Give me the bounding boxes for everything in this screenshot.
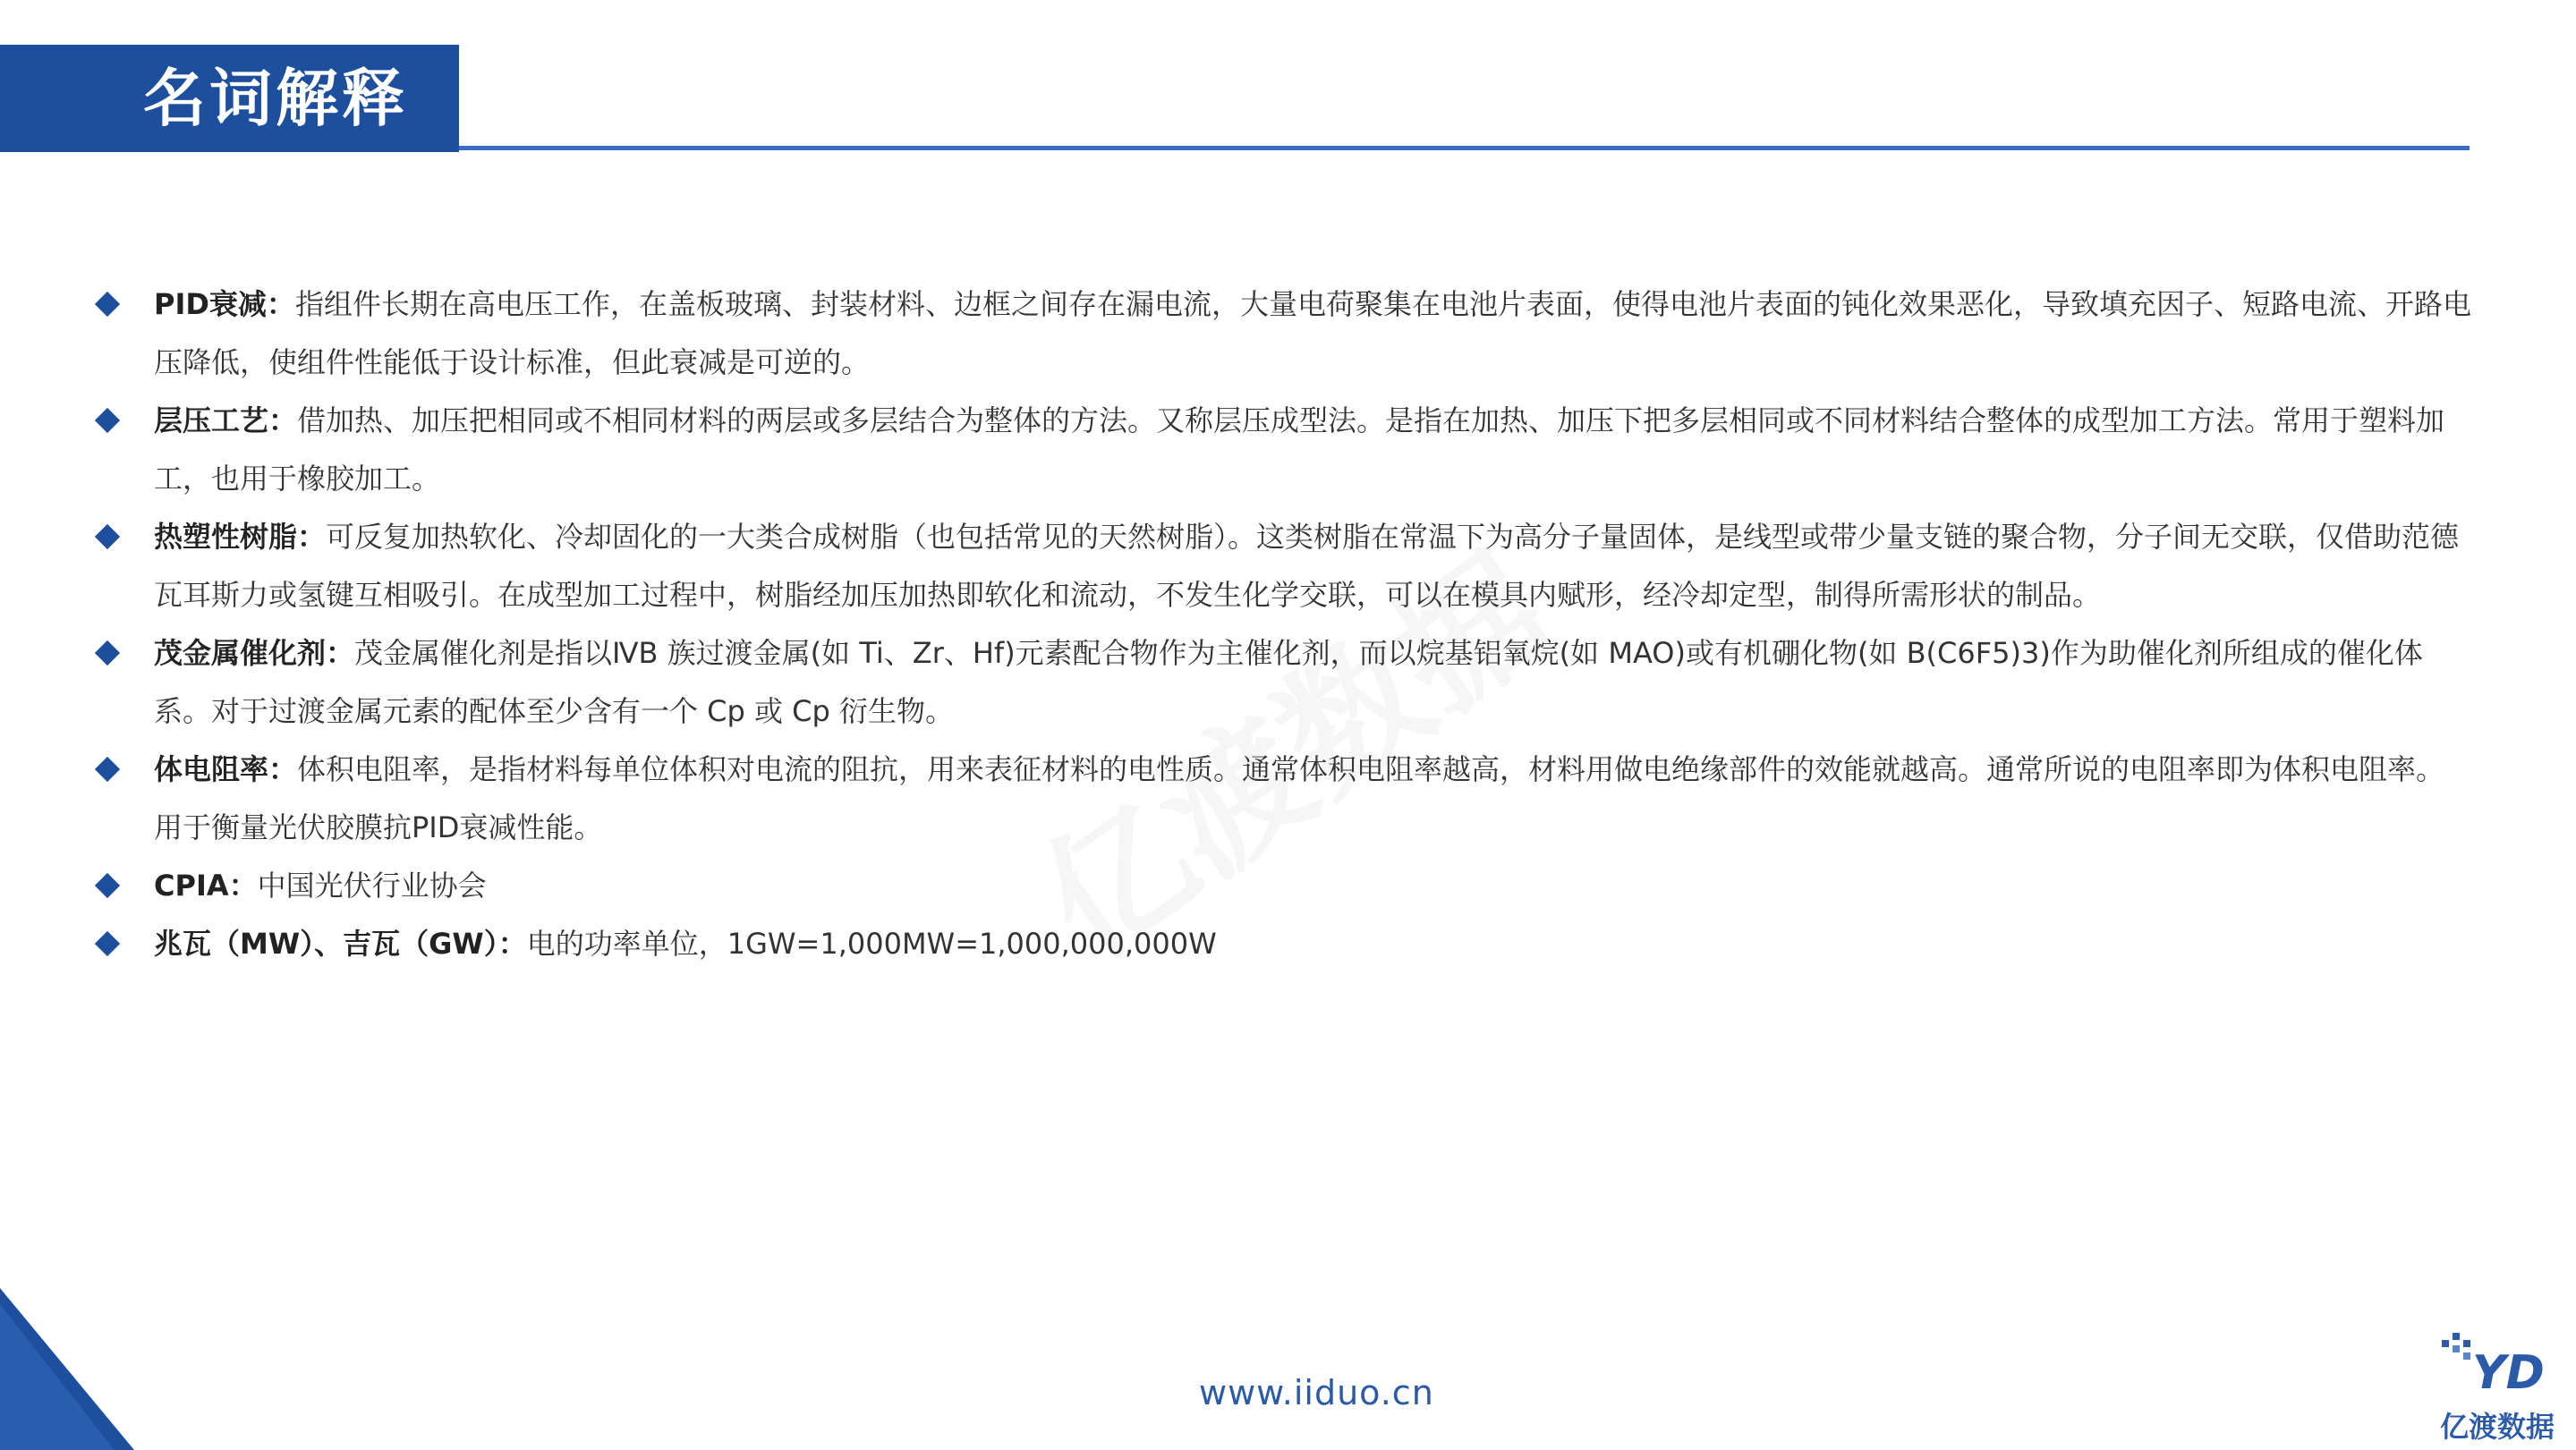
definition-term: 体电阻率： [154,752,298,786]
diamond-bullet-icon [95,524,120,549]
definition-text: 电的功率单位，1GW=1,000MW=1,000,000,000W [526,927,1217,961]
definition-item-cpia [93,857,2473,915]
definition-term: 热塑性树脂： [154,520,327,554]
definition-item-lamination [93,392,2473,508]
diamond-bullet-icon [95,931,120,956]
definition-term: CPIA： [154,869,258,903]
diamond-bullet-icon [95,292,120,317]
definition-text: 茂金属催化剂是指以ⅣB 族过渡金属(如 Ti、Zr、Hf)元素配合物作为主催化剂，而以烷基铝氧烷(如 MAO)或有机硼化物(如 B(C6F5)3)作为助催化剂所组成的催化体系。对于过渡金属元素的配体至少含有一个 Cp 或 Cp 衍生物。 [154,636,2423,728]
footer-website-link[interactable]: www.iiduo.cn [1199,1373,1434,1412]
diamond-bullet-icon [95,640,120,666]
definition-term: 兆瓦（MW）、吉瓦（GW）： [154,927,527,961]
definition-text: 可反复加热软化、冷却固化的一大类合成树脂（也包括常见的天然树脂）。这类树脂在常温下为高分子量固体，是线型或带少量支链的聚合物，分子间无交联，仅借助范德瓦耳斯力或氢键互相吸引。在成型加工过程中，树脂经加压加热即软化和流动，不发生化学交联，可以在模具内赋形，经冷却定型，制得所需形状的制品。 [154,520,2460,612]
diamond-bullet-icon [95,408,120,433]
corner-decoration [0,1288,152,1450]
definition-item-thermoplastic [93,508,2473,624]
definition-item-resistivity [93,741,2473,857]
logo-mark-icon [2442,1333,2555,1404]
page-title: 名词解释 [143,62,408,135]
logo-text: 亿渡数据 [2440,1410,2555,1444]
definition-term: 茂金属催化剂： [154,636,355,670]
definition-list [93,276,2473,973]
definition-term: PID衰减： [154,287,295,321]
definition-item-pid [93,276,2473,392]
definition-text: 指组件长期在高电压工作，在盖板玻璃、封装材料、边框之间存在漏电流，大量电荷聚集在电池片表面，使得电池片表面的钝化效果恶化，导致填充因子、短路电流、开路电压降低，使组件性能低于设计标准，但此衰减是可逆的。 [154,287,2471,379]
company-logo [2429,1333,2563,1445]
logo-letters: YD [2472,1346,2545,1400]
diamond-bullet-icon [95,873,120,898]
title-divider [459,146,2470,150]
definition-item-metallocene [93,624,2473,741]
definition-text: 借加热、加压把相同或不相同材料的两层或多层结合为整体的方法。又称层压成型法。是指在加热、加压下把多层相同或不同材料结合整体的成型加工方法。常用于塑料加工，也用于橡胶加工。 [154,403,2445,496]
definition-term: 层压工艺： [154,403,298,437]
definition-text: 体积电阻率，是指材料每单位体积对电流的阻抗，用来表征材料的电性质。通常体积电阻率越高，材料用做电绝缘部件的效能就越高。通常所说的电阻率即为体积电阻率。用于衡量光伏胶膜抗PID衰减性能。 [154,752,2445,844]
definition-item-power-units [93,915,2473,973]
watermark: 亿渡数据 [1012,523,1578,990]
definition-text: 中国光伏行业协会 [257,869,487,903]
diamond-bullet-icon [95,757,120,782]
